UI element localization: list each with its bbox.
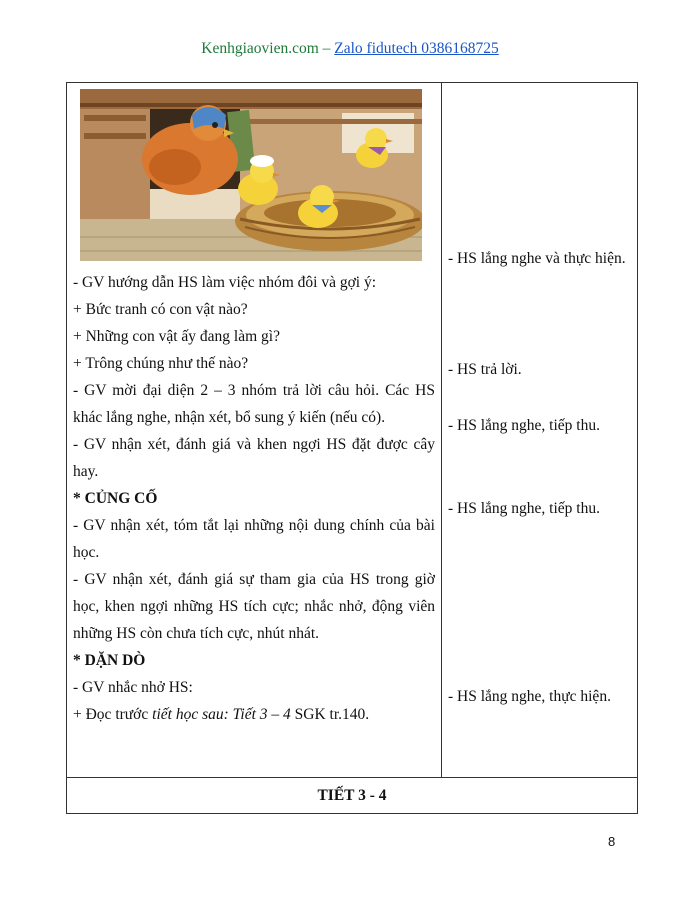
page-header: [0, 40, 700, 58]
left-line-reading-task: [67, 705, 433, 725]
left-line: những HS còn chưa tích cực, nhút nhát.: [73, 625, 320, 642]
student-activities-cell: [442, 83, 637, 777]
hen-and-chicks-illustration: [80, 89, 422, 261]
right-line: - HS lắng nghe, tiếp thu.: [448, 500, 600, 517]
teacher-activities-cell: [67, 83, 441, 777]
header-site: Kenhgiaovien.com: [201, 40, 319, 57]
reading-task-prefix: + Đọc trước: [73, 706, 153, 723]
section-title: TIẾT 3 - 4: [317, 787, 387, 804]
section-heading-cung-co: * CỦNG CỐ: [73, 490, 158, 507]
left-line: - GV nhận xét, tóm tắt lại những nội dung chính của bài: [73, 517, 435, 534]
left-line: khác lắng nghe, nhận xét, bổ sung ý kiến (nếu có).: [73, 409, 386, 426]
left-line: - GV mời đại diện 2 – 3 nhóm trả lời câu hỏi. Các HS: [73, 382, 435, 399]
right-line: - HS trả lời.: [448, 361, 522, 378]
right-line: - HS lắng nghe và thực hiện.: [448, 250, 626, 267]
left-line: hay.: [73, 463, 99, 480]
header-separator: –: [318, 40, 335, 57]
header-contact-link[interactable]: Zalo fidutech 0386168725: [334, 40, 499, 57]
left-line: học.: [73, 544, 100, 561]
left-line: - GV nhận xét, đánh giá và khen ngợi HS đặt được cây: [73, 436, 435, 453]
left-line: + Bức tranh có con vật nào?: [73, 301, 248, 318]
left-line: - GV nhắc nhở HS:: [73, 679, 193, 696]
left-line: + Trông chúng như thế nào?: [73, 355, 249, 372]
left-line: - GV nhận xét, đánh giá sự tham gia của HS trong giờ: [73, 571, 435, 588]
section-heading-dan-do: * DẶN DÒ: [73, 652, 146, 669]
right-line: - HS lắng nghe, tiếp thu.: [448, 417, 600, 434]
left-line: học, khen ngợi những HS tích cực; nhắc nhở, động viên: [73, 598, 435, 615]
reading-task-italic: tiết học sau: Tiết 3 – 4: [152, 706, 291, 723]
left-line: - GV hướng dẫn HS làm việc nhóm đôi và gợi ý:: [73, 274, 377, 291]
left-line: + Những con vật ấy đang làm gì?: [73, 328, 280, 345]
right-line: - HS lắng nghe, thực hiện.: [448, 688, 611, 705]
reading-task-suffix: SGK tr.140.: [290, 706, 370, 723]
page-number: 8: [608, 834, 616, 849]
lesson-table: [66, 82, 638, 814]
